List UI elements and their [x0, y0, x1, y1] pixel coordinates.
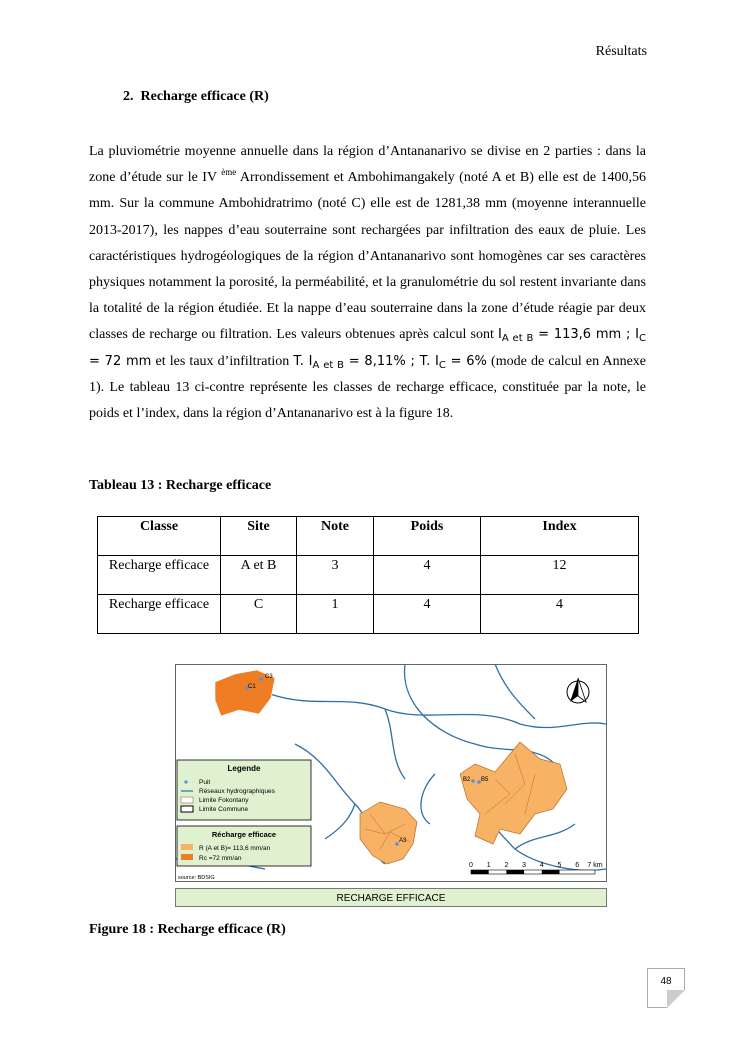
- header-note: Note: [297, 517, 374, 556]
- formula-ti: T. $I_{A et B} = 8,11\%$ ; T. $I_C = 6\%$: [293, 353, 487, 371]
- label-b5: B5: [481, 777, 489, 783]
- formula-ia: $I_{A et B} = 113,6$ mm ; $I_C = 72$ mm: [89, 327, 646, 369]
- section-title: Recharge efficace (R): [140, 89, 269, 104]
- svg-text:1: 1: [486, 862, 491, 869]
- legend-item: Limite Commune: [199, 806, 249, 813]
- running-header: Résultats: [595, 44, 647, 59]
- well-symbol-icon: [184, 780, 187, 783]
- svg-text:5: 5: [557, 862, 562, 869]
- body-paragraph: [89, 139, 646, 427]
- well-c3: [259, 677, 263, 681]
- cell-index: 12: [481, 556, 639, 595]
- recharge-legend-item: R (A et B)= 113,6 mm/an: [199, 845, 271, 852]
- recharge-table: [97, 516, 639, 634]
- cell-site: A et B: [221, 556, 297, 595]
- cell-classe: Recharge efficace: [98, 556, 221, 595]
- para-text-1: La pluviométrie moyenne annuelle dans la région d’Antananarivo se divise en 2 parties : dans la zone d’étude sur le IV: [89, 144, 646, 186]
- commune-symbol-icon: [181, 806, 193, 812]
- recharge-legend-box: [177, 826, 311, 866]
- fokontany-symbol-icon: [181, 797, 193, 803]
- page-number: 48: [660, 976, 672, 987]
- legend-box: [177, 760, 311, 820]
- legend-item: Puit: [199, 779, 211, 786]
- label-a3: A3: [399, 838, 407, 844]
- legend-title: Legende: [227, 764, 261, 773]
- para-text-4: (mode de calcul en Annexe 1). Le tableau 13 ci-contre représente les classes de recharge efficace, constituée par la note, le poids et l’index, dans la région d’Antananarivo est à la figure 18.: [89, 353, 647, 422]
- recharge-legend-item: Rc =72 mm/an: [199, 855, 242, 862]
- map-source: source: BDSIG: [178, 875, 215, 881]
- cell-classe: Recharge efficace: [98, 595, 221, 634]
- header-poids: Poids: [374, 517, 481, 556]
- well-b2: [471, 779, 475, 783]
- header-index: Index: [481, 517, 639, 556]
- section-number: 2.: [123, 89, 134, 104]
- svg-text:7 km: 7 km: [587, 862, 603, 869]
- table-caption: Tableau 13 : Recharge efficace: [89, 478, 272, 493]
- table-header-row: [98, 517, 639, 556]
- svg-text:2: 2: [504, 862, 509, 869]
- para-superscript: ème: [221, 167, 237, 178]
- para-text-3: et les taux d’infiltration: [151, 353, 294, 369]
- header-classe: Classe: [98, 517, 221, 556]
- cell-site: C: [221, 595, 297, 634]
- legend-item: Réseaux hydrographiques: [199, 788, 275, 795]
- figure-caption: Figure 18 : Recharge efficace (R): [89, 922, 286, 937]
- recharge-c-swatch: [181, 854, 193, 860]
- label-c3: C3: [265, 674, 273, 680]
- recharge-ab-swatch: [181, 844, 193, 850]
- para-text-2: Arrondissement et Ambohimangakely (noté A et B) elle est de 1400,56 mm. Sur la commune Ambohidratrimo (noté C) elle est de 1281,38 mm (moyenne interannuelle 2013-2017), les nappes d’eau souterraine sont rechargées par infiltration des eaux de pluie. Les caractéristiques hydrogéologiques de la région d’Antananarivo sont homogènes car ses caractères physiques notamment la porosité, la perméabilité, et la granulométrie du sol restent invariante dans la totalité de la région étudiée. Et la nappe d’eau souterraine dans la zone d’étude réagie par deux classes de recharge ou filtration. Les valeurs obtenues après calcul sont: [89, 170, 646, 343]
- page-number-box: [647, 968, 685, 1008]
- label-b2: B2: [463, 777, 471, 783]
- recharge-map: [175, 664, 607, 908]
- cell-poids: 4: [374, 595, 481, 634]
- header-site: Site: [221, 517, 297, 556]
- table-row: [98, 556, 639, 595]
- svg-text:0: 0: [469, 862, 473, 869]
- page-fold-icon: [667, 990, 685, 1008]
- map-banner-text: RECHARGE EFFICACE: [336, 893, 446, 904]
- section-heading: [123, 89, 269, 105]
- recharge-legend-title: Récharge efficace: [211, 830, 277, 839]
- cell-index: 4: [481, 595, 639, 634]
- svg-text:3: 3: [522, 862, 527, 869]
- svg-text:4: 4: [539, 862, 544, 869]
- label-c1: C1: [248, 684, 256, 690]
- legend-item: Limite Fokontany: [199, 797, 249, 804]
- table-row: [98, 595, 639, 634]
- svg-text:6: 6: [575, 862, 580, 869]
- cell-note: 1: [297, 595, 374, 634]
- cell-poids: 4: [374, 556, 481, 595]
- cell-note: 3: [297, 556, 374, 595]
